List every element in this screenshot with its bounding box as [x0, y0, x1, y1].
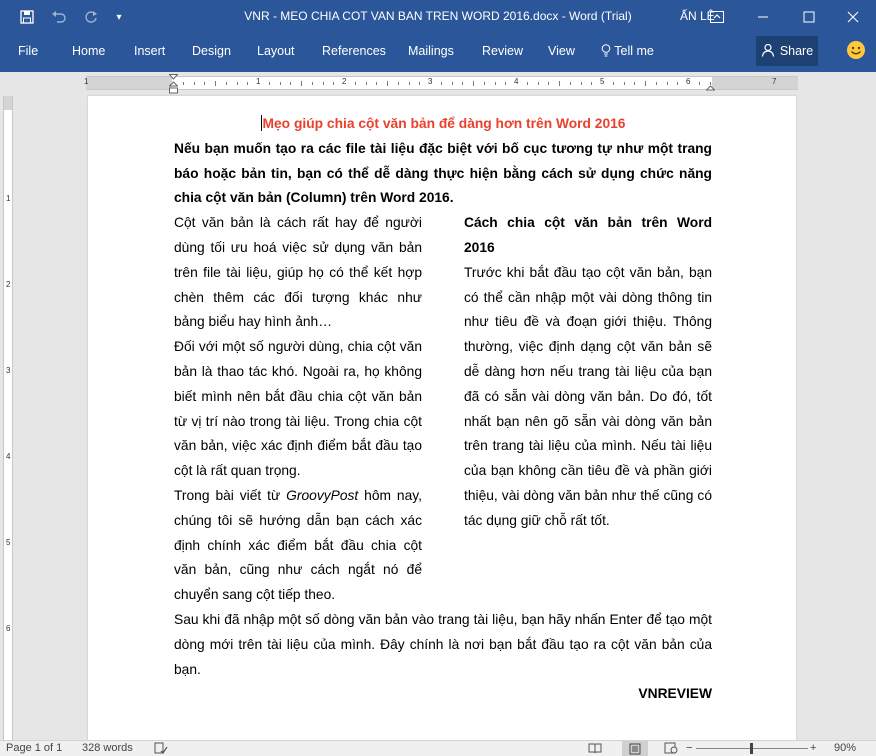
vertical-ruler-bar — [3, 96, 13, 740]
p3-italic-text: GroovyPost — [286, 487, 359, 503]
document-page[interactable] — [88, 96, 796, 740]
ruler-tick — [226, 82, 227, 85]
p3-text-after: hôm nay, chúng tôi sẽ hướng dẫn bạn cách xác định chính xác điểm bắt đầu chia cột văn bản, cũng như cách ngắt nó để chuyển sang cột tiếp theo. — [174, 487, 422, 603]
ruler-tick — [473, 81, 474, 86]
vruler-number: 6 — [6, 624, 11, 633]
left-column[interactable] — [174, 211, 422, 608]
ribbon-tabs — [0, 34, 876, 72]
horizontal-ruler — [0, 72, 876, 96]
left-column-paragraph-1[interactable]: Cột văn bản là cách rất hay để người dùng tối ưu hoá việc sử dụng văn bản trên file tài liệu, giúp họ có thể kết hợp chèn thêm các đối tượng khác như bảng biểu hay hình ảnh… — [174, 215, 422, 330]
ruler-tick — [613, 82, 614, 85]
ruler-tick — [269, 82, 270, 85]
tab-review[interactable]: Review — [482, 44, 523, 58]
ruler-tick — [624, 82, 625, 85]
ruler-tick — [634, 82, 635, 85]
ruler-tick — [355, 82, 356, 85]
user-name[interactable]: ẤN LÊ — [680, 9, 715, 23]
ruler-tick — [237, 82, 238, 85]
zoom-in-button[interactable]: + — [810, 742, 817, 754]
intro-paragraph[interactable]: Nếu bạn muốn tạo ra các file tài liệu đặc biệt với bố cục tương tự như một trang báo hoặc bản tin, bạn có thể dễ dàng thực hiện bằng cách sử dụng chức năng chia cột văn bản (Column) trên Word 2016. — [174, 140, 712, 206]
column-section — [174, 211, 712, 608]
tell-me-label: Tell me — [614, 44, 654, 58]
minimize-icon[interactable] — [740, 0, 786, 34]
title-bar — [0, 0, 876, 34]
ruler-tick — [204, 82, 205, 85]
ruler-tick — [441, 82, 442, 85]
feedback-smiley-icon[interactable] — [846, 40, 866, 60]
ruler-tick — [333, 82, 334, 85]
left-column-paragraph-2[interactable]: Đối với một số người dùng, chia cột văn bản là thao tác khó. Ngoài ra, họ không biết mình nên bắt đầu chia cột văn bản từ vị trí nào trong tài liệu. Trong chia cột văn bản, việc xác định điểm bắt đầu tạo cột là rất quan trọng. — [174, 339, 422, 479]
ruler-tick — [677, 82, 678, 85]
word-count[interactable]: 328 words — [82, 742, 133, 754]
ruler-number: 5 — [600, 77, 605, 86]
ruler-tick — [645, 81, 646, 86]
tab-design[interactable]: Design — [192, 44, 231, 58]
read-mode-icon[interactable] — [588, 742, 602, 756]
ruler-tick — [280, 82, 281, 85]
ruler-right-margin — [712, 77, 798, 89]
text-cursor — [261, 115, 262, 131]
ruler-number: 2 — [342, 77, 347, 86]
ruler-tick — [301, 81, 302, 86]
tell-me-search[interactable] — [601, 44, 654, 58]
ruler-tick — [398, 82, 399, 85]
web-layout-icon[interactable] — [664, 742, 678, 756]
tab-view[interactable]: View — [548, 44, 575, 58]
ribbon-display-icon[interactable] — [694, 0, 740, 34]
right-column[interactable] — [464, 211, 712, 608]
tab-layout[interactable]: Layout — [257, 44, 295, 58]
status-bar — [0, 740, 876, 756]
ruler-tick — [387, 81, 388, 86]
tab-home[interactable]: Home — [72, 44, 106, 58]
close-icon[interactable] — [830, 0, 876, 34]
vertical-ruler — [0, 96, 16, 740]
ruler-tick — [548, 82, 549, 85]
tab-file[interactable]: File — [18, 44, 39, 58]
ruler-tick — [194, 82, 195, 85]
vruler-number: 5 — [6, 538, 11, 547]
window-title: VNR - MEO CHIA COT VAN BAN TREN WORD 2016.docx - Word (Trial) — [244, 9, 632, 23]
ruler-tick — [559, 81, 560, 86]
ruler-tick — [409, 82, 410, 85]
zoom-slider-thumb[interactable] — [750, 743, 753, 754]
vruler-number: 1 — [6, 194, 11, 203]
ruler-tick — [570, 82, 571, 85]
ruler-tick — [581, 82, 582, 85]
document-title[interactable] — [174, 112, 712, 137]
zoom-out-button[interactable]: − — [686, 742, 693, 754]
customize-icon[interactable]: ▾ — [116, 11, 122, 23]
ruler-number: 1 — [84, 77, 89, 86]
ruler-bar — [86, 76, 798, 90]
ruler-tick — [699, 82, 700, 85]
person-icon — [761, 43, 775, 60]
share-button[interactable] — [756, 36, 818, 66]
left-column-paragraph-3[interactable] — [174, 484, 422, 608]
ruler-tick — [656, 82, 657, 85]
ruler-tick — [505, 82, 506, 85]
document-body[interactable] — [174, 112, 712, 707]
lightbulb-icon — [601, 44, 614, 58]
undo-icon[interactable] — [46, 6, 72, 28]
ruler-tick — [290, 82, 291, 85]
ruler-number: 6 — [686, 77, 691, 86]
ruler-tick — [484, 82, 485, 85]
save-icon[interactable] — [14, 6, 40, 28]
tab-insert[interactable]: Insert — [134, 44, 166, 58]
closing-paragraph[interactable]: Sau khi đã nhập một số dòng văn bản vào trang tài liệu, bạn hãy nhấn Enter để tạo một dòng mới trên tài liệu của mình. Đây chính là nơi bạn bắt đầu tạo ra cột văn bản của bạn. — [174, 611, 712, 677]
vruler-number: 3 — [6, 366, 11, 375]
redo-icon[interactable] — [78, 6, 104, 28]
signature[interactable]: VNREVIEW — [638, 686, 712, 702]
ruler-tick — [527, 82, 528, 85]
vruler-top-margin — [4, 96, 12, 110]
ruler-tick — [538, 82, 539, 85]
ruler-tick — [667, 82, 668, 85]
proofing-icon[interactable] — [154, 742, 168, 756]
ruler-tick — [312, 82, 313, 85]
ruler-tick — [462, 82, 463, 85]
maximize-icon[interactable] — [786, 0, 832, 34]
ruler-tick — [419, 82, 420, 85]
tab-mailings[interactable]: Mailings — [408, 44, 454, 58]
ruler-number: 3 — [428, 77, 433, 86]
ruler-tick — [591, 82, 592, 85]
ruler-left-margin — [86, 77, 172, 89]
vruler-number: 2 — [6, 280, 11, 289]
ruler-tick — [495, 82, 496, 85]
ruler-number: 7 — [772, 77, 777, 86]
ruler-number: 4 — [514, 77, 519, 86]
zoom-level[interactable]: 90% — [834, 742, 857, 754]
ruler-tick — [323, 82, 324, 85]
ruler-tick — [247, 82, 248, 85]
ruler-tick — [376, 82, 377, 85]
share-label: Share — [779, 44, 814, 58]
ruler-tick — [183, 82, 184, 85]
vruler-number: 4 — [6, 452, 11, 461]
right-column-paragraph-1[interactable]: Trước khi bắt đầu tạo cột văn bản, bạn có thể cần nhập một vài dòng thông tin như tiêu đề và đoạn giới thiệu. Thông thường, việc định dạng cột văn bản sẽ dễ dàng hơn nếu trang tài liệu của bạn đã có sẵn vài dòng văn bản. Do đó, tốt nhất bạn nên gõ sẵn vài dòng văn bản trên trang tài liệu của mình. Nếu tài liệu của bạn không cần tiêu đề và phần giới thiệu, vài dòng văn bản như thế cũng có tác dụng giữ chỗ rất tốt. — [464, 264, 712, 528]
ruler-tick — [215, 81, 216, 86]
document-title-text: Mẹo giúp chia cột văn bản để dàng hơn trên Word 2016 — [262, 116, 626, 131]
page-count[interactable]: Page 1 of 1 — [6, 742, 63, 754]
ruler-number: 1 — [256, 77, 261, 86]
print-layout-icon[interactable] — [622, 741, 648, 756]
p3-text-before: Trong bài viết từ — [174, 487, 287, 503]
right-column-heading[interactable]: Cách chia cột văn bản trên Word 2016 — [464, 215, 712, 255]
tab-references[interactable]: References — [322, 44, 386, 58]
ruler-tick — [366, 82, 367, 85]
ruler-tick — [452, 82, 453, 85]
